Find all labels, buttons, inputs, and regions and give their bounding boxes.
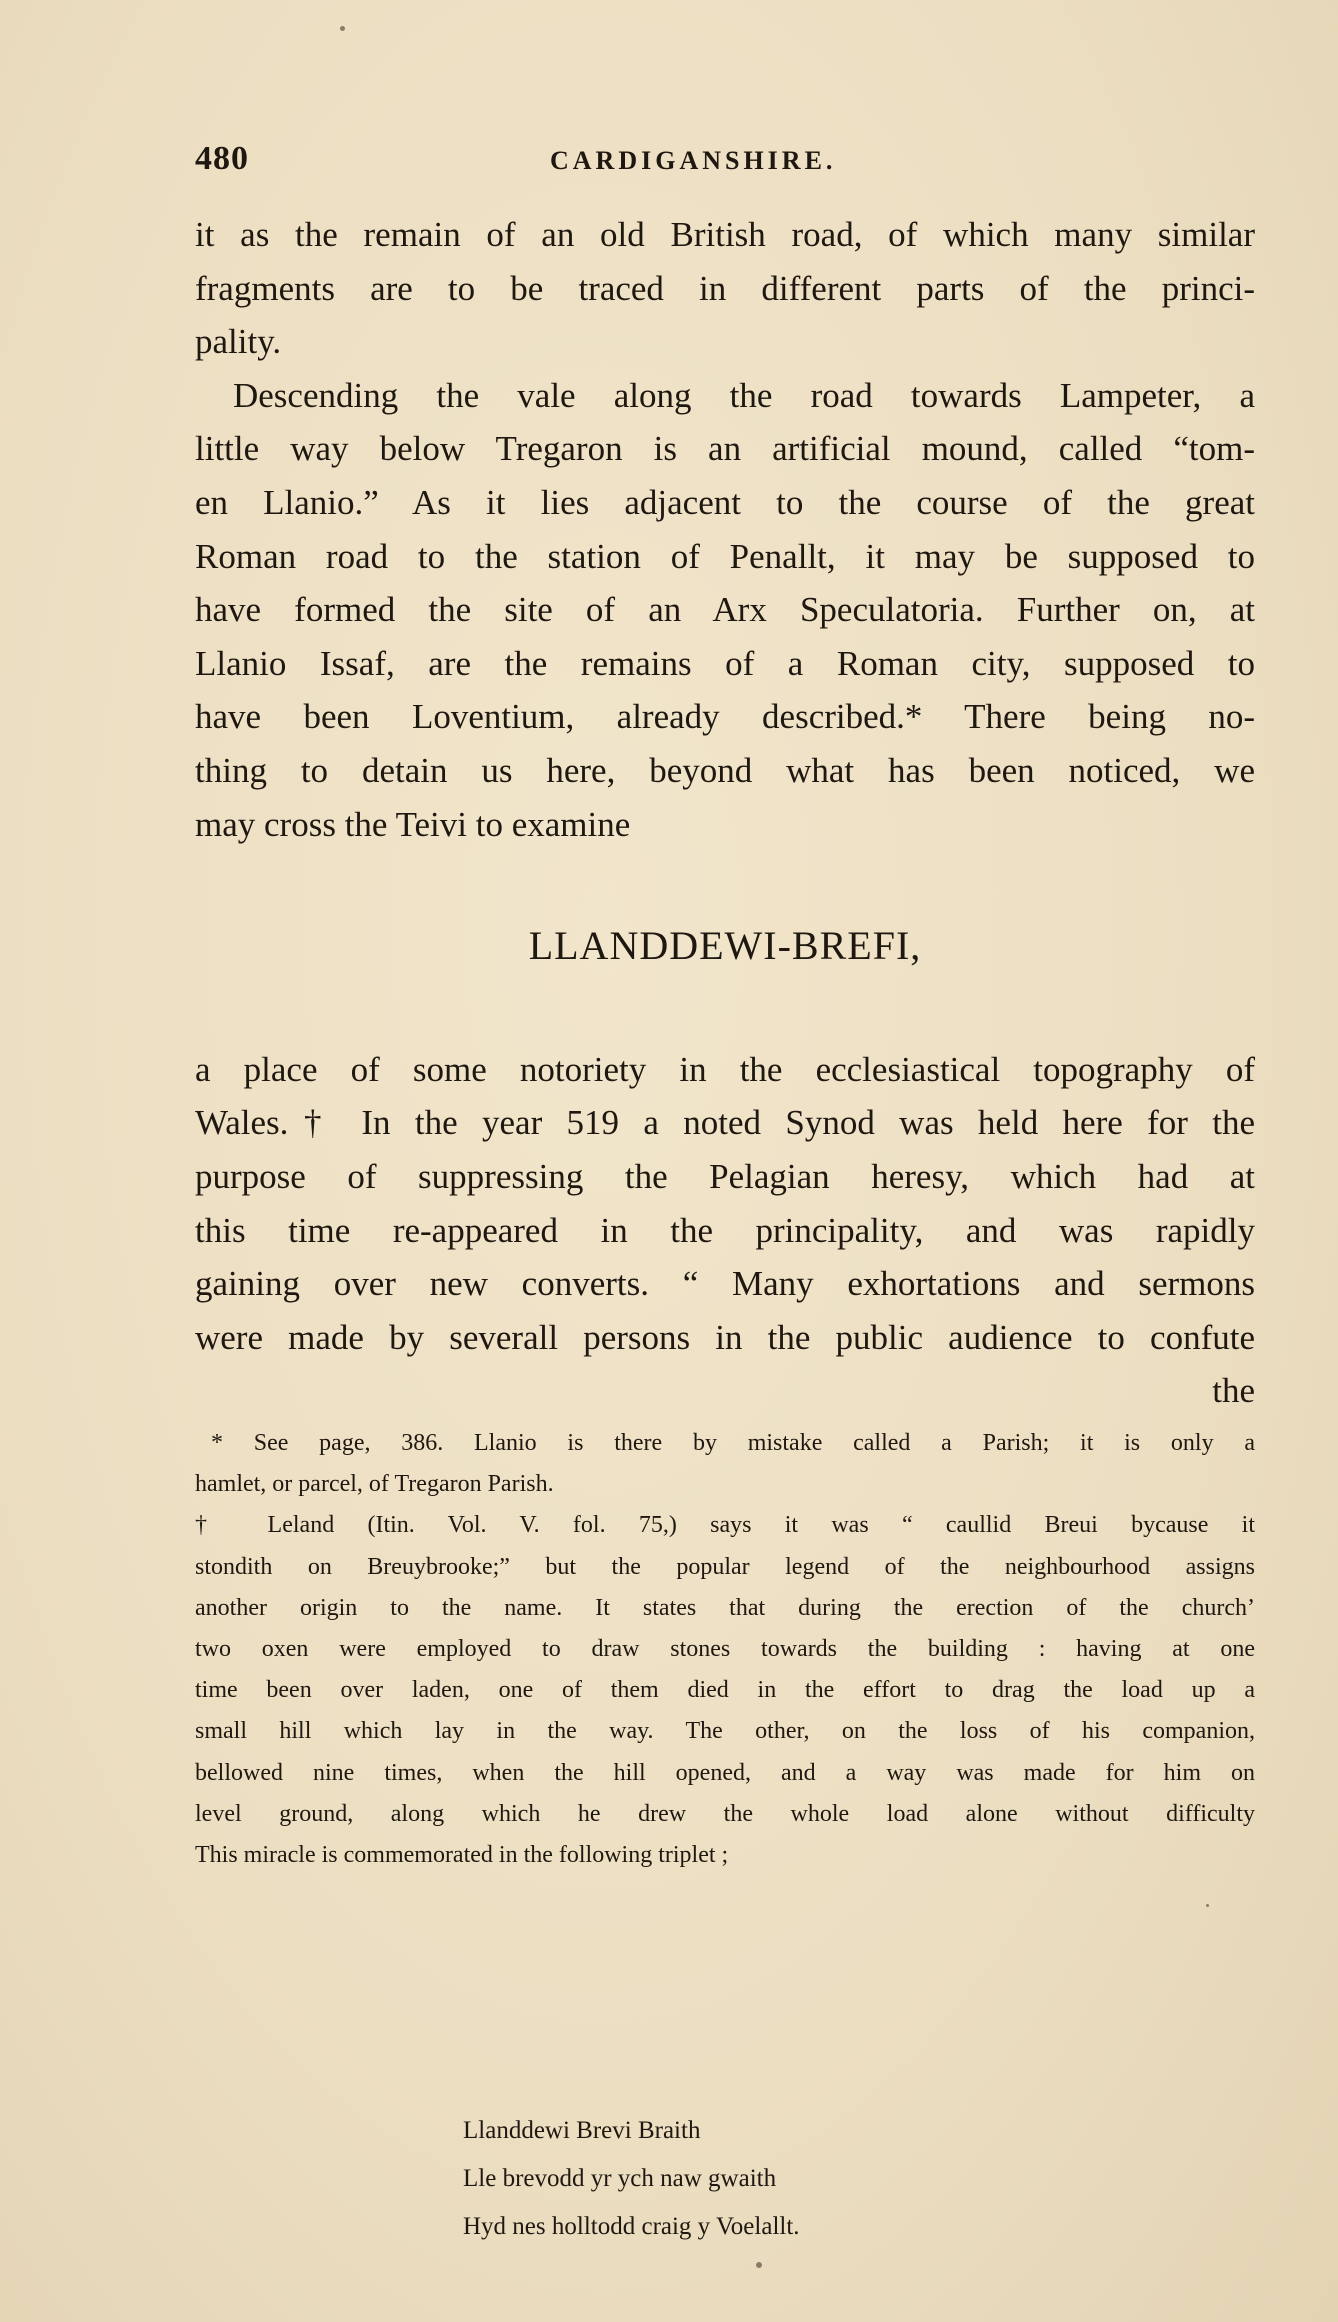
paper-speck (756, 2262, 762, 2268)
verse-line: Lle brevodd yr ych naw gwaith (463, 2165, 777, 2192)
text-line: may cross the Teivi to examine (195, 804, 631, 844)
paragraph-3 (195, 1043, 1255, 1418)
footnote-line: two oxen were employed to draw stones towards the building : having at one (195, 1635, 1255, 1662)
paragraph-1 (195, 208, 1255, 369)
footnote-line: * See page, 386. Llanio is there by mistake called a Parish; it is only a (211, 1430, 1255, 1456)
text-line: Roman road to the station of Penallt, it may be supposed to (195, 536, 1255, 576)
welsh-triplet (463, 2107, 800, 2251)
text-line: purpose of suppressing the Pelagian heresy, which had at (195, 1156, 1255, 1196)
catchword: the (1212, 1371, 1255, 1411)
footnote-line: stondith on Breuybrooke;” but the popular legend of the neighbourhood assigns (195, 1553, 1255, 1580)
footnote-line: time been over laden, one of them died in the effort to drag the load up a (195, 1677, 1255, 1704)
verse-line: Hyd nes holltodd craig y Voelallt. (463, 2213, 800, 2240)
footnote-line: bellowed nine times, when the hill opened, and a way was made for him on (195, 1759, 1255, 1786)
text-line: en Llanio.” As it lies adjacent to the course of the great (195, 482, 1255, 522)
text-line: Wales.† In the year 519 a noted Synod was held here for the (195, 1103, 1255, 1143)
footnote-2 (195, 1505, 1255, 1876)
footnote-line: small hill which lay in the way. The other, on the loss of his companion, (195, 1718, 1255, 1745)
footnote-line: † Leland (Itin. Vol. V. fol. 75,) says it was “ caullid Breui bycause it (195, 1512, 1255, 1539)
running-head: CARDIGANSHIRE. (550, 146, 837, 175)
main-text (195, 208, 1255, 1418)
text-line: pality. (195, 322, 282, 362)
text-line: Llanio Issaf, are the remains of a Roman city, supposed to (195, 643, 1255, 683)
footnotes (195, 1423, 1255, 1876)
text-line: Descending the vale along the road towards Lampeter, a (233, 375, 1255, 415)
paper-speck (1206, 1904, 1209, 1907)
footnote-line: level ground, along which he drew the whole load alone without difficulty (195, 1800, 1255, 1827)
paper-speck (340, 26, 345, 31)
text-line: have been Loventium, already described.* There being no- (195, 697, 1255, 737)
text-line: this time re-appeared in the principality, and was rapidly (195, 1210, 1255, 1250)
text-line: a place of some notoriety in the ecclesiastical topography of (195, 1049, 1255, 1089)
text-line: fragments are to be traced in different parts of the princi- (195, 268, 1255, 308)
footnote-line: another origin to the name. It states that during the erection of the church’ (195, 1594, 1255, 1621)
text-line: were made by severall persons in the public audience to confute (195, 1317, 1255, 1357)
footnote-line: This miracle is commemorated in the following triplet ; (195, 1841, 729, 1868)
footnote-line: hamlet, or parcel, of Tregaron Parish. (195, 1471, 554, 1498)
text-line: little way below Tregaron is an artificial mound, called “tom- (195, 429, 1255, 469)
page-header (195, 140, 1255, 180)
text-line: have formed the site of an Arx Speculatoria. Further on, at (195, 590, 1255, 630)
paragraph-2 (195, 369, 1255, 851)
text-line: it as the remain of an old British road, of which many similar (195, 215, 1255, 254)
page-number: 480 (195, 140, 249, 177)
text-line: thing to detain us here, beyond what has been noticed, we (195, 750, 1255, 790)
text-line: gaining over new converts. “ Many exhortations and sermons (195, 1264, 1255, 1304)
section-heading: LLANDDEWI-BREFI, (528, 923, 922, 969)
verse-line: Llanddewi Brevi Braith (463, 2117, 701, 2144)
footnote-1 (195, 1423, 1255, 1505)
